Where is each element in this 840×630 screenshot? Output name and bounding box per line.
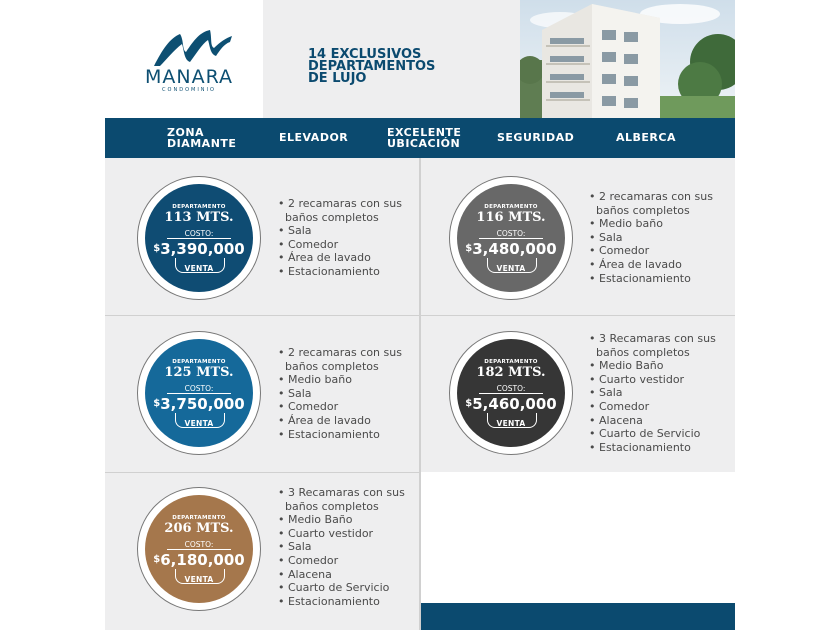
costo-label: COSTO: xyxy=(496,384,526,393)
amenity-zona-diamante: ZONA DIAMANTE xyxy=(167,126,237,150)
venta-button[interactable]: VENTA xyxy=(184,419,214,428)
price-amount: 5,460,000 xyxy=(472,395,557,413)
feature-item: • Estacionamiento xyxy=(589,272,721,286)
grid-divider-row-2 xyxy=(105,472,419,473)
badge-divider xyxy=(167,238,231,239)
feature-list-2 xyxy=(589,190,721,285)
costo-label: COSTO: xyxy=(496,229,526,238)
feature-item: • Comedor xyxy=(278,238,410,252)
dept-label: DEPARTAMENTO xyxy=(172,204,226,210)
unit-price xyxy=(145,551,253,569)
feature-item: • 3 Recamaras con sus baños completos xyxy=(589,332,721,359)
badge-disc xyxy=(145,495,253,603)
amenity-seguridad: SEGURIDAD xyxy=(497,131,575,144)
currency-symbol: $ xyxy=(465,398,473,409)
price-amount: 6,180,000 xyxy=(160,551,245,569)
unit-size: 206 MTS. xyxy=(164,521,234,536)
feature-item: • Estacionamiento xyxy=(278,595,410,609)
unit-price xyxy=(457,395,565,413)
price-badge-3 xyxy=(137,331,261,455)
feature-list-4 xyxy=(589,332,721,454)
feature-item: • 3 Recamaras con sus baños completos xyxy=(278,486,410,513)
badge-divider xyxy=(167,549,231,550)
unit-price xyxy=(145,240,253,258)
price-amount: 3,390,000 xyxy=(160,240,245,258)
feature-item: • Estacionamiento xyxy=(278,428,410,442)
feature-item: • Comedor xyxy=(278,554,410,568)
footer-bar xyxy=(421,603,735,630)
feature-item: • Medio Baño xyxy=(589,359,721,373)
feature-item: • Cuarto de Servicio xyxy=(589,427,721,441)
badge-divider xyxy=(479,238,543,239)
feature-item: • Área de lavado xyxy=(278,414,410,428)
headline-line-3: DE LUJO xyxy=(308,71,367,86)
feature-item: • Estacionamiento xyxy=(589,441,721,455)
feature-item: • Sala xyxy=(278,540,410,554)
feature-item: • Área de lavado xyxy=(589,258,721,272)
price-amount: 3,480,000 xyxy=(472,240,557,258)
currency-symbol: $ xyxy=(153,243,161,254)
unit-price xyxy=(145,395,253,413)
badge-divider xyxy=(167,393,231,394)
currency-symbol: $ xyxy=(153,554,161,565)
amenities-bar xyxy=(105,118,735,158)
feature-item: • Cuarto de Servicio xyxy=(278,581,410,595)
building-photo xyxy=(520,0,735,118)
feature-list-3 xyxy=(278,346,410,441)
currency-symbol: $ xyxy=(465,243,473,254)
unit-size: 113 MTS. xyxy=(164,210,234,225)
price-badge-4 xyxy=(449,331,573,455)
badge-disc xyxy=(457,184,565,292)
feature-item: • 2 recamaras con sus baños completos xyxy=(589,190,721,217)
headline xyxy=(308,49,488,85)
dept-label: DEPARTAMENTO xyxy=(172,515,226,521)
amenity-alberca: ALBERCA xyxy=(616,131,676,144)
brand-name: MANARA xyxy=(144,66,234,88)
amenity-excelente-ubicacion: EXCELENTE UBICACIÓN xyxy=(387,126,462,150)
feature-item: • Sala xyxy=(589,231,721,245)
currency-symbol: $ xyxy=(153,398,161,409)
price-amount: 3,750,000 xyxy=(160,395,245,413)
amenity-elevador: ELEVADOR xyxy=(279,131,349,144)
costo-label: COSTO: xyxy=(184,229,214,238)
badge-divider xyxy=(479,393,543,394)
price-badge-1 xyxy=(137,176,261,300)
feature-item: • Cuarto vestidor xyxy=(589,373,721,387)
feature-item: • Cuarto vestidor xyxy=(278,527,410,541)
headline-line-1: 14 EXCLUSIVOS xyxy=(308,47,422,62)
costo-label: COSTO: xyxy=(184,384,214,393)
feature-item: • Área de lavado xyxy=(278,251,410,265)
feature-item: • Medio baño xyxy=(278,373,410,387)
unit-size: 116 MTS. xyxy=(476,210,546,225)
feature-item: • 2 recamaras con sus baños completos xyxy=(278,346,410,373)
grid-divider-row-1 xyxy=(105,315,735,316)
feature-item: • Sala xyxy=(589,386,721,400)
unit-price xyxy=(457,240,565,258)
feature-item: • 2 recamaras con sus baños completos xyxy=(278,197,410,224)
feature-item: • Comedor xyxy=(589,244,721,258)
feature-item: • Alacena xyxy=(589,414,721,428)
unit-size: 125 MTS. xyxy=(164,365,234,380)
feature-item: • Sala xyxy=(278,224,410,238)
venta-button[interactable]: VENTA xyxy=(496,264,526,273)
feature-list-5 xyxy=(278,486,410,608)
feature-item: • Comedor xyxy=(589,400,721,414)
manara-logo-icon xyxy=(150,28,234,68)
feature-item: • Comedor xyxy=(278,400,410,414)
feature-list-1 xyxy=(278,197,410,279)
costo-label: COSTO: xyxy=(184,540,214,549)
feature-item: • Estacionamiento xyxy=(278,265,410,279)
feature-item: • Medio baño xyxy=(589,217,721,231)
grid-divider-vertical xyxy=(419,158,421,630)
unit-size: 182 MTS. xyxy=(476,365,546,380)
badge-disc xyxy=(145,184,253,292)
feature-item: • Medio Baño xyxy=(278,513,410,527)
brand-subtitle: CONDOMINIO xyxy=(162,87,216,93)
feature-item: • Sala xyxy=(278,387,410,401)
dept-label: DEPARTAMENTO xyxy=(484,204,538,210)
feature-item: • Alacena xyxy=(278,568,410,582)
badge-disc xyxy=(145,339,253,447)
price-badge-5 xyxy=(137,487,261,611)
dept-label: DEPARTAMENTO xyxy=(484,359,538,365)
venta-button[interactable]: VENTA xyxy=(184,264,214,273)
badge-disc xyxy=(457,339,565,447)
venta-button[interactable]: VENTA xyxy=(496,419,526,428)
venta-button[interactable]: VENTA xyxy=(184,575,214,584)
dept-label: DEPARTAMENTO xyxy=(172,359,226,365)
price-badge-2 xyxy=(449,176,573,300)
headline-line-2: DEPARTAMENTOS xyxy=(308,59,436,74)
